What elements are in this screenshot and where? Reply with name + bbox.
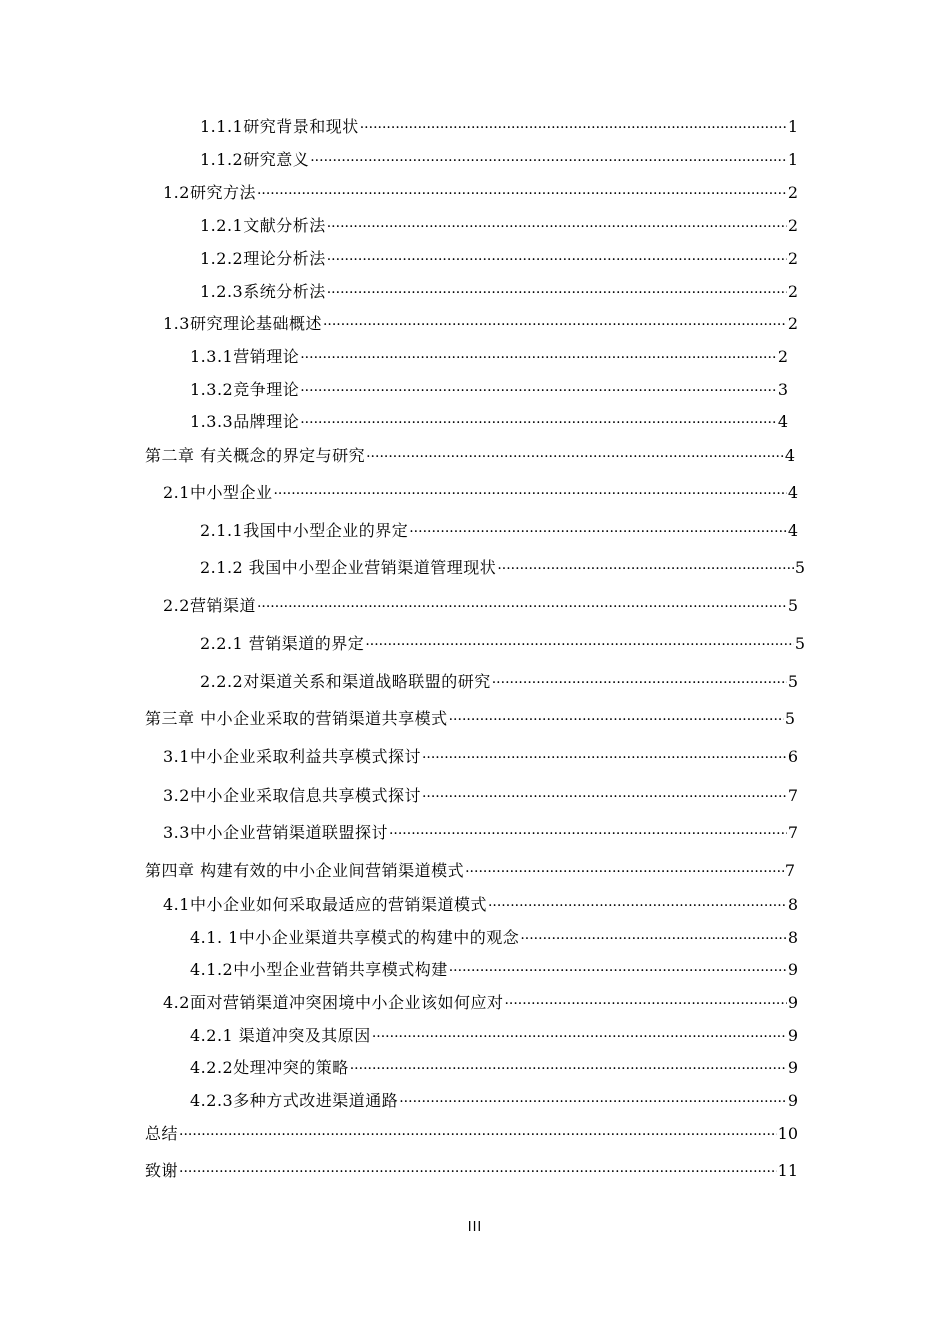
dot-leader [497, 559, 794, 579]
dot-leader [327, 250, 787, 270]
toc-entry-page: 9 [787, 1058, 798, 1077]
toc-entry-page: 4 [787, 521, 798, 540]
toc-entry-page: 11 [777, 1161, 798, 1180]
toc-entry-text: 1.2.2理论分析法 [200, 249, 326, 268]
toc-entry-text: 1.3.3品牌理论 [190, 412, 300, 431]
toc-entry-text: 总结 [145, 1124, 179, 1143]
toc-entry-page: 5 [794, 558, 805, 577]
toc-entry-summary[interactable] [145, 1124, 798, 1144]
toc-entry-page: 7 [784, 861, 795, 880]
dot-leader [365, 635, 794, 655]
toc-entry-1-1-1[interactable] [200, 117, 798, 137]
toc-entry-text: 2.2.1 营销渠道的界定 [200, 634, 365, 653]
toc-entry-4-1-2[interactable] [190, 960, 798, 980]
toc-entry-4-2-2[interactable] [190, 1058, 798, 1078]
toc-entry-page: 2 [787, 314, 798, 333]
toc-entry-text: 1.2研究方法 [163, 183, 256, 202]
dot-leader [389, 824, 787, 844]
dot-leader [257, 184, 787, 204]
toc-entry-text: 1.1.1研究背景和现状 [200, 117, 359, 136]
toc-entry-page: 2 [787, 282, 798, 301]
toc-entry-page: 2 [787, 216, 798, 235]
toc-entry-page: 4 [787, 483, 798, 502]
toc-entry-page: 6 [787, 747, 798, 766]
dot-leader [422, 748, 787, 768]
dot-leader [300, 381, 777, 401]
toc-entry-1-2-3[interactable] [200, 282, 798, 302]
dot-leader [488, 896, 787, 916]
toc-entry-4-1[interactable] [163, 895, 798, 915]
toc-entry-page: 2 [787, 183, 798, 202]
toc-entry-1-2-1[interactable] [200, 216, 798, 236]
toc-entry-page: 5 [794, 634, 805, 653]
dot-leader [327, 283, 787, 303]
toc-entry-2-1-2[interactable] [200, 558, 805, 578]
toc-entry-text: 1.1.2研究意义 [200, 150, 310, 169]
dot-leader [366, 447, 784, 467]
toc-entry-1-2-2[interactable] [200, 249, 798, 269]
dot-leader [409, 522, 787, 542]
toc-entry-text: 2.1.1我国中小型企业的界定 [200, 521, 409, 540]
toc-entry-page: 3 [777, 380, 788, 399]
dot-leader [350, 1059, 787, 1079]
toc-entry-page: 2 [777, 347, 788, 366]
toc-entry-3-2[interactable] [163, 786, 798, 806]
toc-entry-page: 8 [787, 928, 798, 947]
toc-entry-2-1-1[interactable] [200, 521, 798, 541]
dot-leader [504, 994, 786, 1014]
dot-leader [360, 118, 787, 138]
toc-entry-page: 4 [777, 412, 788, 431]
toc-entry-acknowledgements[interactable] [145, 1161, 798, 1181]
toc-entry-1-3[interactable] [163, 314, 798, 334]
toc-entry-text: 4.1中小企业如何采取最适应的营销渠道模式 [163, 895, 487, 914]
toc-entry-page: 10 [777, 1124, 798, 1143]
toc-entry-page: 5 [787, 672, 798, 691]
toc-entry-page: 9 [787, 1091, 798, 1110]
dot-leader [520, 929, 787, 949]
toc-entry-text: 2.2.2对渠道关系和渠道战略联盟的研究 [200, 672, 491, 691]
dot-leader [323, 315, 787, 335]
dot-leader [257, 597, 787, 617]
toc-entry-2-2-1[interactable] [200, 634, 805, 654]
dot-leader [273, 484, 786, 504]
dot-leader [449, 961, 787, 981]
toc-entry-4-2-3[interactable] [190, 1091, 798, 1111]
toc-entry-text: 1.3.1营销理论 [190, 347, 300, 366]
toc-entry-text: 1.3.2竞争理论 [190, 380, 300, 399]
toc-entry-1-3-3[interactable] [190, 412, 788, 432]
toc-entry-chapter-4[interactable] [145, 861, 795, 881]
toc-entry-page: 8 [787, 895, 798, 914]
toc-entry-text: 2.1.2 我国中小型企业营销渠道管理现状 [200, 558, 497, 577]
toc-entry-4-2-1[interactable] [190, 1026, 798, 1046]
toc-entry-text: 第四章 构建有效的中小企业间营销渠道模式 [145, 861, 465, 880]
toc-entry-text: 4.2.2处理冲突的策略 [190, 1058, 349, 1077]
toc-entry-page: 9 [787, 1026, 798, 1045]
toc-entry-page: 9 [787, 993, 798, 1012]
dot-leader [449, 710, 784, 730]
toc-entry-page: 4 [784, 446, 795, 465]
dot-leader [327, 217, 787, 237]
toc-entry-3-3[interactable] [163, 823, 798, 843]
toc-entry-1-1-2[interactable] [200, 150, 798, 170]
toc-entry-1-3-1[interactable] [190, 347, 788, 367]
toc-entry-page: 5 [787, 596, 798, 615]
toc-entry-page: 9 [787, 960, 798, 979]
dot-leader [179, 1125, 777, 1145]
toc-entry-text: 第三章 中小企业采取的营销渠道共享模式 [145, 709, 448, 728]
toc-entry-text: 4.2面对营销渠道冲突困境中小企业该如何应对 [163, 993, 504, 1012]
toc-entry-2-2-2[interactable] [200, 672, 798, 692]
toc-entry-page: 1 [787, 150, 798, 169]
toc-entry-text: 3.2中小企业采取信息共享模式探讨 [163, 786, 421, 805]
dot-leader [310, 151, 787, 171]
page-number: III [467, 1220, 483, 1235]
dot-leader [422, 787, 787, 807]
toc-entry-text: 第二章 有关概念的界定与研究 [145, 446, 366, 465]
toc-entry-page: 1 [787, 117, 798, 136]
toc-entry-2-1[interactable] [163, 483, 798, 503]
toc-entry-1-2[interactable] [163, 183, 798, 203]
dot-leader [465, 862, 784, 882]
toc-entry-3-1[interactable] [163, 747, 798, 767]
toc-entry-page: 7 [787, 823, 798, 842]
toc-entry-text: 3.1中小企业采取利益共享模式探讨 [163, 747, 421, 766]
toc-entry-text: 4.1.2中小型企业营销共享模式构建 [190, 960, 448, 979]
toc-entry-text: 致谢 [145, 1161, 179, 1180]
toc-entry-text: 1.2.1文献分析法 [200, 216, 326, 235]
toc-entry-text: 3.3中小企业营销渠道联盟探讨 [163, 823, 388, 842]
toc-entry-4-2[interactable] [163, 993, 798, 1013]
toc-entry-2-2[interactable] [163, 596, 798, 616]
toc-entry-text: 4.1. 1中小企业渠道共享模式的构建中的观念 [190, 928, 520, 947]
toc-entry-page: 5 [784, 709, 795, 728]
dot-leader [179, 1162, 777, 1182]
toc-entry-page: 2 [787, 249, 798, 268]
toc-entry-text: 2.1中小型企业 [163, 483, 273, 502]
toc-entry-chapter-2[interactable] [145, 446, 795, 466]
toc-entry-text: 4.2.1 渠道冲突及其原因 [190, 1026, 371, 1045]
dot-leader [372, 1027, 787, 1047]
dot-leader [300, 348, 777, 368]
dot-leader [492, 673, 787, 693]
toc-entry-1-3-2[interactable] [190, 380, 788, 400]
dot-leader [399, 1092, 787, 1112]
toc-entry-text: 1.3研究理论基础概述 [163, 314, 322, 333]
dot-leader [300, 413, 777, 433]
toc-entry-text: 2.2营销渠道 [163, 596, 256, 615]
toc-entry-text: 4.2.3多种方式改进渠道通路 [190, 1091, 399, 1110]
toc-entry-page: 7 [787, 786, 798, 805]
toc-entry-chapter-3[interactable] [145, 709, 795, 729]
toc-entry-4-1-1[interactable] [190, 928, 798, 948]
toc-entry-text: 1.2.3系统分析法 [200, 282, 326, 301]
